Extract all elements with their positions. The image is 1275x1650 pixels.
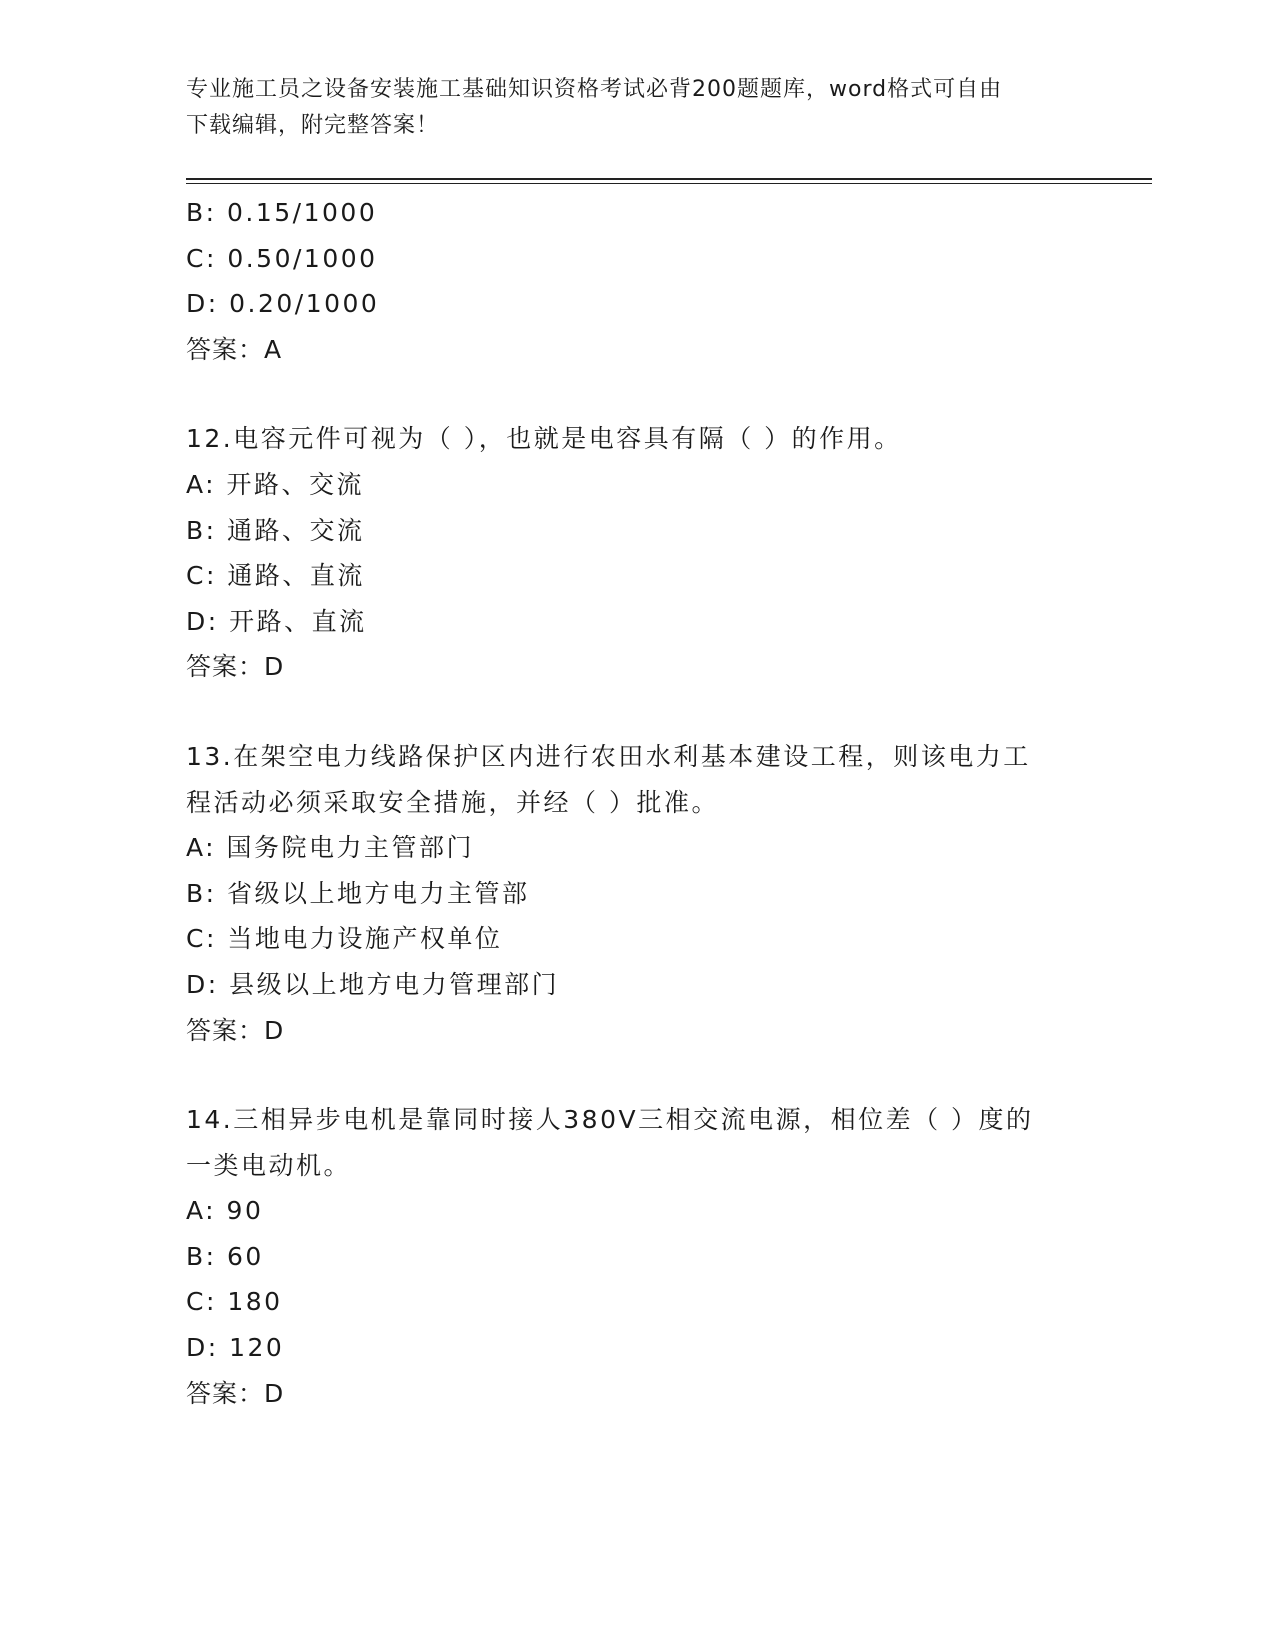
answer: 答案：D — [186, 1015, 285, 1045]
question-text-line-2: 程活动必须采取安全措施，并经（ ）批准。 — [186, 787, 719, 817]
option-a: A: 90 — [186, 1196, 264, 1226]
header-divider-thick — [186, 178, 1152, 180]
option-d: D: 0.20/1000 — [186, 289, 380, 319]
question-text: 12.电容元件可视为（ ），也就是电容具有隔（ ）的作用。 — [186, 424, 902, 454]
question-list — [186, 190, 1086, 1416]
spacer — [186, 1053, 1086, 1097]
option-d: D: 120 — [186, 1333, 285, 1363]
option-c: C: 0.50/1000 — [186, 243, 378, 273]
option-a: A: 开路、交流 — [186, 469, 365, 499]
question-13 — [186, 734, 1086, 1053]
question-12 — [186, 416, 1086, 690]
option-d: D: 开路、直流 — [186, 606, 367, 636]
header-line-2: 下载编辑，附完整答案！ — [186, 113, 440, 138]
header-line-1: 专业施工员之设备安装施工基础知识资格考试必背200题题库，word格式可自由 — [186, 77, 1003, 102]
option-b: B: 0.15/1000 — [186, 198, 378, 227]
option-a: A: 国务院电力主管部门 — [186, 833, 475, 863]
option-c: C: 通路、直流 — [186, 561, 365, 591]
header-divider-thin — [186, 183, 1152, 184]
question-text-line-1: 13.在架空电力线路保护区内进行农田水利基本建设工程，则该电力工 — [186, 741, 1031, 771]
answer: 答案：A — [186, 334, 283, 364]
question-text-line-1: 14.三相异步电机是靠同时接人380V三相交流电源，相位差（ ）度的 — [186, 1105, 1034, 1135]
option-b: B: 省级以上地方电力主管部 — [186, 878, 530, 908]
question-text-line-2: 一类电动机。 — [186, 1150, 352, 1180]
option-c: C: 当地电力设施产权单位 — [186, 924, 503, 954]
question-14 — [186, 1097, 1086, 1416]
spacer — [186, 372, 1086, 416]
option-c: C: 180 — [186, 1287, 283, 1317]
answer: 答案：D — [186, 652, 285, 682]
spacer — [186, 690, 1086, 734]
question-11 — [186, 190, 1086, 372]
option-b: B: 60 — [186, 1241, 264, 1271]
option-d: D: 县级以上地方电力管理部门 — [186, 969, 560, 999]
answer: 答案：D — [186, 1378, 285, 1408]
document-header — [186, 72, 1066, 144]
option-b: B: 通路、交流 — [186, 515, 365, 545]
